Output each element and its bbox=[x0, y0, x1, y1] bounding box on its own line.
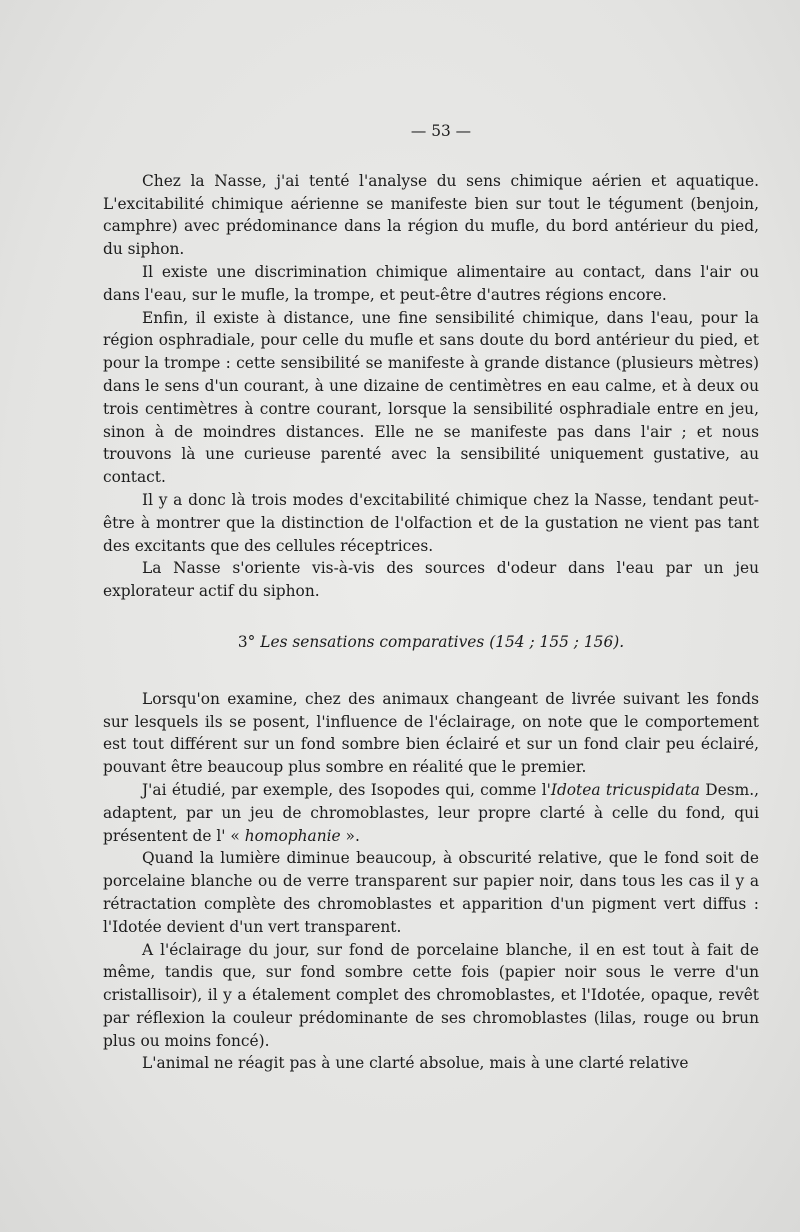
paragraph-9: A l'éclairage du jour, sur fond de porcelaine blanche, il en est tout à fait de même, tandis que, sur fond sombre cette fois (papier noir sous le verre d'un cristallisoir), il y a étalement complet des chromoblastes, et l'Idotée, opaque, revêt par réflexion la couleur prédominante de ses chromoblastes (lilas, rouge ou brun plus ou moins foncé). bbox=[103, 940, 759, 1050]
paragraph-7 bbox=[103, 779, 759, 847]
paragraph-4: Il y a donc là trois modes d'excitabilité chimique chez la Nasse, tendant peut-être à montrer que la distinction de l'olfaction et de la gustation ne vient pas tant des excitants que des cellules réceptrices. bbox=[103, 490, 759, 555]
species-name: Idotea tricuspidata bbox=[550, 780, 700, 799]
paragraph-1: Chez la Nasse, j'ai tenté l'analyse du sens chimique aérien et aquatique. L'excitabilité chimique aérienne se manifeste bien sur tout le tégument (benjoin, camphre) avec prédominance dans la région du mufle, du bord antérieur du pied, du siphon. bbox=[103, 171, 759, 259]
term-homophanie: homophanie bbox=[244, 826, 341, 845]
paragraph-10: L'animal ne réagit pas à une clarté absolue, mais à une clarté relative bbox=[142, 1054, 689, 1073]
section-number: 3° bbox=[237, 632, 256, 651]
page-number: — 53 — bbox=[410, 122, 472, 140]
paragraph-2: Il existe une discrimination chimique alimentaire au contact, dans l'air ou dans l'eau, sur le mufle, la trompe, et peut-être d'autres régions encore. bbox=[103, 262, 759, 304]
paragraph-6: Lorsqu'on examine, chez des animaux changeant de livrée suivant les fonds sur lesquels ils se posent, l'influence de l'éclairage, on note que le comportement est tout différent sur un fond sombre bien éclairé et sur un fond clair peu éclairé, pouvant être beaucoup plus sombre en réalité que le premier. bbox=[103, 689, 759, 777]
paragraph-5: La Nasse s'oriente vis-à-vis des sources d'odeur dans l'eau par un jeu explorateur actif du siphon. bbox=[103, 559, 759, 601]
paragraph-7-end: ». bbox=[340, 826, 360, 845]
paragraph-7-middle: Desm., adaptent, par un jeu de chromoblastes, leur propre clarté à celle du fond, qui présentent de l' « bbox=[103, 780, 760, 845]
paragraph-3: Enfin, il existe à distance, une fine sensibilité chimique, dans l'eau, pour la région osphradiale, pour celle du mufle et sans doute du bord antérieur du pied, et pour la trompe : cette sensibilité se manifeste à grande distance (plusieurs mètres) dans le sens d'un courant, à une dizaine de centimètres en eau calme, et à deux ou trois centimètres à contre courant, lorsque la sensibilité osphradiale entre en jeu, sinon à de moindres distances. Elle ne se manifeste pas dans l'air ; et nous trouvons là une curieuse parenté avec la sensibilité uniquement gustative, au contact. bbox=[103, 308, 759, 487]
section-references: (154 ; 155 ; 156). bbox=[489, 632, 625, 651]
page-text bbox=[103, 120, 759, 1075]
paragraph-8: Quand la lumière diminue beaucoup, à obscurité relative, que le fond soit de porcelaine blanche ou de verre transparent sur papier noir, dans tous les cas il y a rétractation complète des chromoblastes et apparition d'un pigment vert diffus : l'Idotée devient d'un vert transparent. bbox=[103, 849, 759, 936]
section-heading bbox=[103, 631, 759, 654]
section-title: Les sensations comparatives bbox=[260, 632, 485, 651]
paragraph-7-start: J'ai étudié, par exemple, des Isopodes qui, comme l' bbox=[142, 780, 551, 799]
